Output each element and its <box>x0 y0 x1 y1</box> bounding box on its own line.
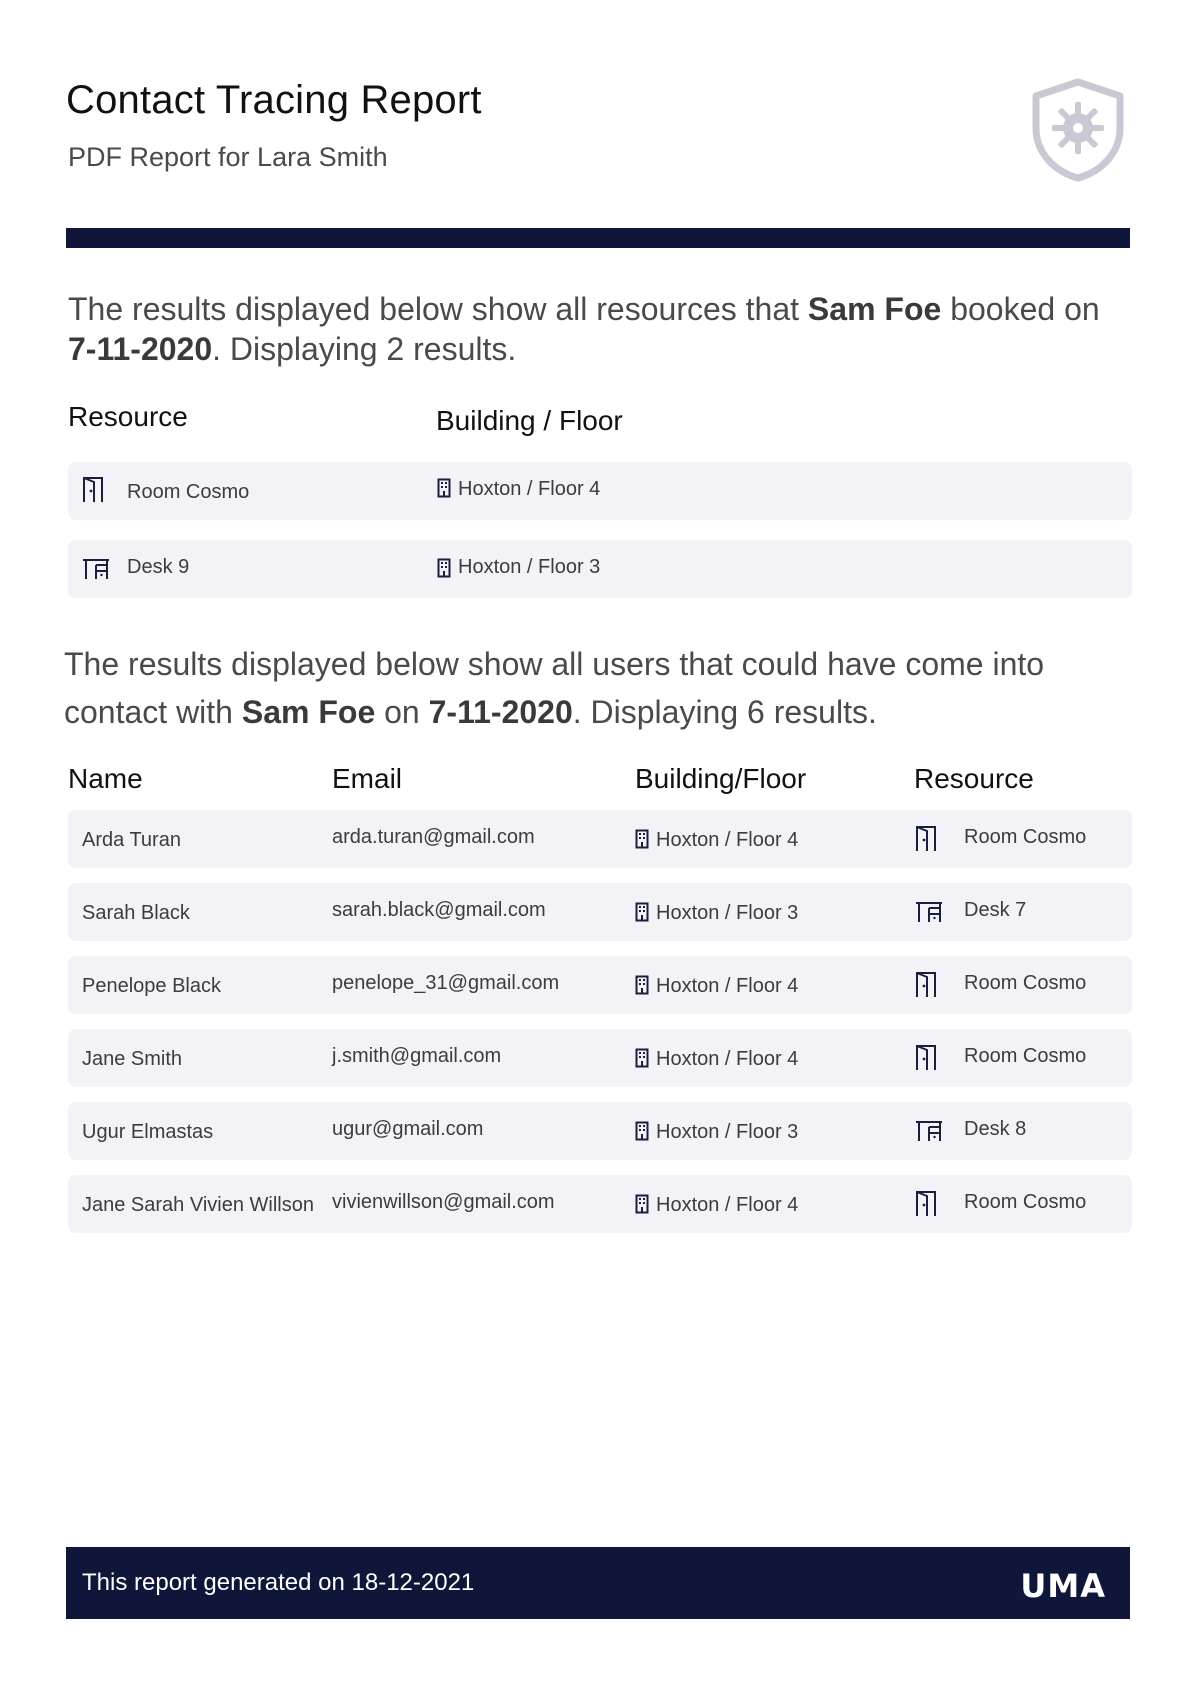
resources-intro-text: The results displayed below show all resources that Sam Foe booked on 7-11-2020. Displaying 2 results. <box>68 291 1100 367</box>
col-header-building-floor: Building/Floor <box>635 763 807 794</box>
col-header-email: Email <box>332 763 403 794</box>
building-icon <box>635 1194 649 1219</box>
table-row <box>68 540 1132 598</box>
resource-name: Desk 7 <box>964 899 1027 921</box>
contact-email: sarah.black@gmail.com <box>332 899 546 921</box>
building-floor: Hoxton / Floor 3 <box>656 902 799 924</box>
building-floor: Hoxton / Floor 4 <box>458 478 601 500</box>
intro-date: 7-11-2020 <box>428 694 573 730</box>
room-door-icon <box>915 971 937 1004</box>
intro-date: 7-11-2020 <box>68 331 213 367</box>
footer-bar <box>66 1547 1130 1619</box>
contact-email: ugur@gmail.com <box>332 1118 484 1140</box>
contact-email: penelope_31@gmail.com <box>332 972 560 994</box>
building-floor: Hoxton / Floor 4 <box>656 975 799 997</box>
resource-name: Room Cosmo <box>127 481 250 503</box>
desk-icon <box>82 558 110 580</box>
resource-name: Desk 9 <box>127 556 190 578</box>
room-door-icon <box>915 1190 937 1223</box>
resource-name: Room Cosmo <box>964 1191 1087 1213</box>
building-icon <box>635 829 649 854</box>
report-title: Contact Tracing Report <box>66 78 482 122</box>
resource-name: Room Cosmo <box>964 972 1087 994</box>
contact-name: Penelope Black <box>82 975 221 997</box>
desk-icon <box>915 901 943 928</box>
contact-name: Jane Sarah Vivien Willson <box>82 1194 314 1216</box>
header-divider-bar <box>66 228 1130 248</box>
contact-name: Jane Smith <box>82 1048 183 1070</box>
building-floor: Hoxton / Floor 4 <box>656 829 799 851</box>
building-floor: Hoxton / Floor 4 <box>656 1048 799 1070</box>
contacts-intro-text: The results displayed below show all users that could have come into contact with Sam Foe on 7-11-2020. Displaying 6 results. <box>64 646 1045 730</box>
intro-person-name: Sam Foe <box>807 291 942 327</box>
desk-icon <box>915 1120 943 1147</box>
footer-generated-text: This report generated on 18-12-2021 <box>82 1569 475 1596</box>
building-icon <box>437 478 451 498</box>
building-icon <box>635 975 649 1000</box>
table-row <box>68 1102 1132 1160</box>
intro-person-name: Sam Foe <box>241 694 376 730</box>
footer-date: 18-12-2021 <box>351 1569 475 1596</box>
building-icon <box>437 558 451 578</box>
table-row <box>68 1175 1132 1233</box>
contact-email: vivienwillson@gmail.com <box>332 1191 555 1213</box>
table-row <box>68 883 1132 941</box>
contact-name: Sarah Black <box>82 902 190 924</box>
col-header-name: Name <box>68 763 143 794</box>
shield-virus-icon <box>1028 78 1128 182</box>
room-door-icon <box>915 1044 937 1077</box>
building-floor: Hoxton / Floor 4 <box>656 1194 799 1216</box>
table-row <box>68 956 1132 1014</box>
table-row <box>68 1029 1132 1087</box>
table-row <box>68 810 1132 868</box>
resource-name: Room Cosmo <box>964 1045 1087 1067</box>
building-floor: Hoxton / Floor 3 <box>458 556 601 578</box>
contact-email: j.smith@gmail.com <box>332 1045 502 1067</box>
table-row <box>68 462 1132 520</box>
room-door-icon <box>915 825 937 858</box>
contact-name: Arda Turan <box>82 829 181 851</box>
uma-logo: UMA <box>1020 1567 1106 1605</box>
col-header-resource: Resource <box>914 763 1034 794</box>
building-floor: Hoxton / Floor 3 <box>656 1121 799 1143</box>
contact-email: arda.turan@gmail.com <box>332 826 535 848</box>
building-icon <box>635 1121 649 1146</box>
resource-name: Room Cosmo <box>964 826 1087 848</box>
col-header-building-floor: Building / Floor <box>436 405 623 436</box>
resource-name: Desk 8 <box>964 1118 1027 1140</box>
building-icon <box>635 1048 649 1073</box>
contact-name: Ugur Elmastas <box>82 1121 214 1143</box>
building-icon <box>635 902 649 927</box>
col-header-resource: Resource <box>68 401 188 432</box>
report-subtitle: PDF Report for Lara Smith <box>68 142 388 172</box>
room-door-icon <box>82 476 104 504</box>
